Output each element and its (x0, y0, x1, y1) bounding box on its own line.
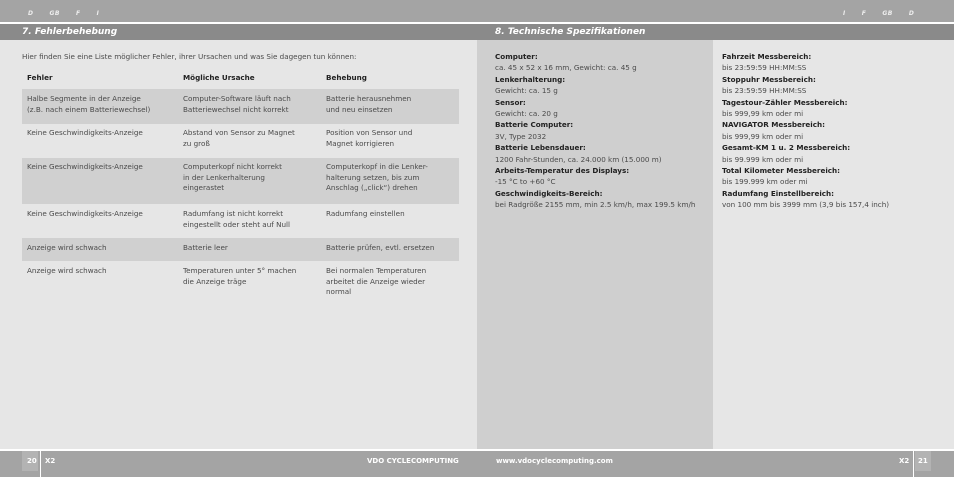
table-header (22, 67, 459, 89)
table-cell: Keine Geschwindigkeits-Anzeige (27, 162, 143, 171)
table-cell: Batterie prüfen, evtl. ersetzen (326, 243, 435, 252)
intro-text: Hier finden Sie eine Liste möglicher Fehler, ihrer Ursachen und was Sie dagegen tun können: (22, 52, 357, 61)
spec-label: Arbeits-Temperatur des Displays: (495, 166, 630, 176)
table-cell: Temperaturen unter 5° machen die Anzeige träge (183, 266, 297, 286)
table-row (22, 261, 459, 307)
lang-label: I (96, 10, 100, 17)
spec-value: bis 999,99 km oder mi (722, 131, 804, 141)
spec-value: bis 99.999 km oder mi (722, 154, 804, 164)
spec-value: bis 199.999 km oder mi (722, 177, 808, 187)
lang-label: GB (882, 10, 893, 17)
spec-value: 1200 Fahr-Stunden, ca. 24.000 km (15.000 m) (495, 154, 662, 164)
troubleshooting-table (22, 67, 459, 307)
footer-bar (0, 451, 954, 477)
table-cell: Computerkopf nicht korrekt in der Lenkerhalterung eingerastet (183, 162, 282, 192)
lang-label: F (861, 10, 867, 17)
spec-label: Batterie Lebensdauer: (495, 143, 586, 153)
lang-label: F (75, 10, 81, 17)
table-cell: Keine Geschwindigkeits-Anzeige (27, 128, 143, 137)
header-cell: Behebung (326, 73, 367, 82)
left-page-tab (22, 0, 954, 22)
table-cell: Computer-Software läuft nach Batteriewechsel nicht korrekt (183, 94, 291, 114)
table-row (22, 124, 459, 158)
footer-separator (40, 451, 41, 477)
lang-label: I (843, 10, 846, 17)
lang-label: D (28, 10, 34, 17)
spec-label: Total Kilometer Messbereich: (722, 166, 841, 176)
spec-value: ca. 45 x 52 x 16 mm, Gewicht: ca. 45 g (495, 63, 637, 73)
brand-name: VDO CYCLECOMPUTING (367, 457, 459, 465)
spec-label: Fahrzeit Messbereich: (722, 52, 812, 61)
spec-label: Radumfang Einstellbereich: (722, 188, 835, 198)
spec-value: -15 °C to +60 °C (495, 177, 556, 187)
spec-value: bis 999,99 km oder mi (722, 109, 804, 119)
section-title: 8. Technische Spezifikationen (495, 27, 646, 37)
spec-label: Computer: (495, 52, 538, 61)
table-row (22, 89, 459, 124)
table-cell: Position von Sensor und Magnet korrigieren (326, 128, 413, 148)
lang-label: GB (49, 10, 60, 17)
table-row (22, 158, 459, 204)
page-number-right: 21 (918, 457, 928, 465)
page-number-left: 20 (27, 457, 37, 465)
table-cell: Batterie herausnehmen und neu einsetzen (326, 94, 412, 114)
right-page-tab (915, 0, 954, 22)
spec-value: 3V, Type 2032 (495, 131, 547, 141)
table-row (22, 204, 459, 238)
table-cell: Radumfang ist nicht korrekt eingestellt oder steht auf Null (183, 209, 291, 229)
spec-column-1 (495, 51, 695, 211)
section-header-troubleshooting (0, 24, 477, 40)
spec-column-2 (722, 51, 889, 211)
section-header-specs (477, 24, 954, 40)
spec-label: Stoppuhr Messbereich: (722, 74, 816, 84)
footer-separator (913, 451, 914, 477)
spec-label: Tagestour-Zähler Messbereich: (722, 97, 848, 107)
header-cell: Fehler (27, 73, 53, 82)
language-index-left (28, 10, 115, 17)
table-cell: Radumfang einstellen (326, 209, 405, 218)
header-cell: Mögliche Ursache (183, 73, 255, 82)
spec-value: Gewicht: ca. 15 g (495, 86, 558, 96)
table-cell: Anzeige wird schwach (27, 266, 107, 275)
spec-value: von 100 mm bis 3999 mm (3,9 bis 157,4 inch) (722, 200, 890, 210)
spec-label: Geschwindigkeits-Bereich: (495, 188, 603, 198)
table-cell: Bei normalen Temperaturen arbeitet die Anzeige wieder normal (326, 266, 427, 296)
website-link[interactable]: www.vdocyclecomputing.com (496, 457, 613, 465)
spec-value: bis 23:59:59 HH:MM:SS (722, 86, 807, 96)
table-cell: Batterie leer (183, 243, 228, 252)
table-cell: Computerkopf in die Lenker- halterung setzen, bis zum Anschlag („click“) drehen (326, 162, 428, 192)
table-cell: Abstand von Sensor zu Magnet zu groß (183, 128, 295, 148)
spec-label: Sensor: (495, 97, 526, 107)
spec-label: Gesamt-KM 1 u. 2 Messbereich: (722, 143, 851, 153)
model-name-left: X2 (45, 457, 56, 465)
spec-value: bei Radgröße 2155 mm, min 2.5 km/h, max 199.5 km/h (495, 200, 696, 210)
lang-label: D (908, 10, 915, 17)
table-cell: Halbe Segmente in der Anzeige (z.B. nach einem Batteriewechsel) (27, 94, 151, 114)
model-name-right: X2 (899, 457, 910, 465)
spec-value: bis 23:59:59 HH:MM:SS (722, 63, 807, 73)
table-cell: Anzeige wird schwach (27, 243, 107, 252)
spec-label: NAVIGATOR Messbereich: (722, 120, 826, 130)
section-title: 7. Fehlerbehebung (22, 27, 118, 37)
spec-label: Batterie Computer: (495, 120, 574, 130)
table-row (22, 238, 459, 261)
spec-label: Lenkerhalterung: (495, 74, 566, 84)
language-index-right (827, 10, 914, 17)
table-cell: Keine Geschwindigkeits-Anzeige (27, 209, 143, 218)
spec-value: Gewicht: ca. 20 g (495, 109, 558, 119)
